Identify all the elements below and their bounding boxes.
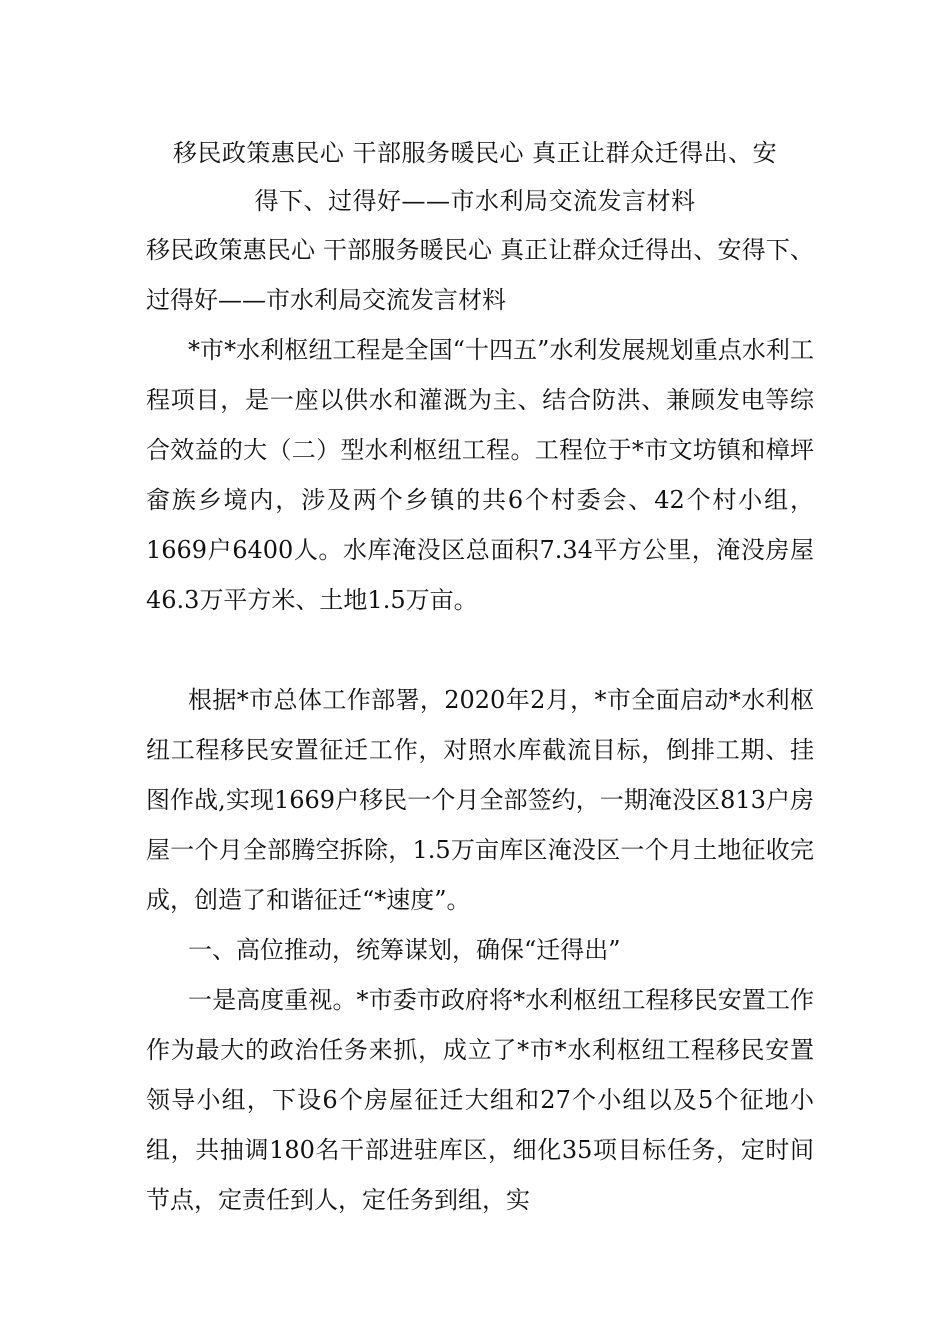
document-title-line-2: 得下、过得好——市水利局交流发言材料	[254, 187, 696, 215]
paragraph-spacer	[146, 625, 814, 675]
paragraph-high-attention: 一是高度重视。*市委市政府将*水利枢纽工程移民安置工作作为最大的政治任务来抓，成立了*市*水利枢纽工程移民安置领导小组，下设6个房屋征迁大组和27个小组以及5个征地小组，共抽调180名干部进驻库区，细化35项目标任务，定时间节点，定责任到人，定任务到组，实	[146, 986, 814, 1214]
paragraph-work-deployment: 根据*市总体工作部署，2020年2月，*市全面启动*水利枢纽工程移民安置征迁工作，对照水库截流目标，倒排工期、挂图作战,实现1669户移民一个月全部签约，一期淹没区813户房屋一个月全部腾空拆除，1.5万亩库区淹没区一个月土地征收完成，创造了和谐征迁“*速度”。	[146, 686, 814, 914]
document-subtitle: 移民政策惠民心 干部服务暖民心 真正让群众迁得出、安得下、过得好——市水利局交流发言材料	[146, 236, 814, 314]
document-title-line-1: 移民政策惠民心 干部服务暖民心 真正让群众迁得出、安	[172, 139, 778, 167]
paragraph-project-overview: *市*水利枢纽工程是全国“十四五”水利发展规划重点水利工程项目，是一座以供水和灌溉为主、结合防洪、兼顾发电等综合效益的大（二）型水利枢纽工程。工程位于*市文坊镇和樟坪畲族乡境内，涉及两个乡镇的共6个村委会、42个村小组，1669户6400人。水库淹没区总面积7.34平方公里，淹没房屋46.3万平方米、土地1.5万亩。	[146, 336, 814, 614]
section-heading-1: 一、高位推动，统筹谋划，确保“迁得出”	[188, 936, 621, 964]
document-body	[146, 225, 814, 1225]
